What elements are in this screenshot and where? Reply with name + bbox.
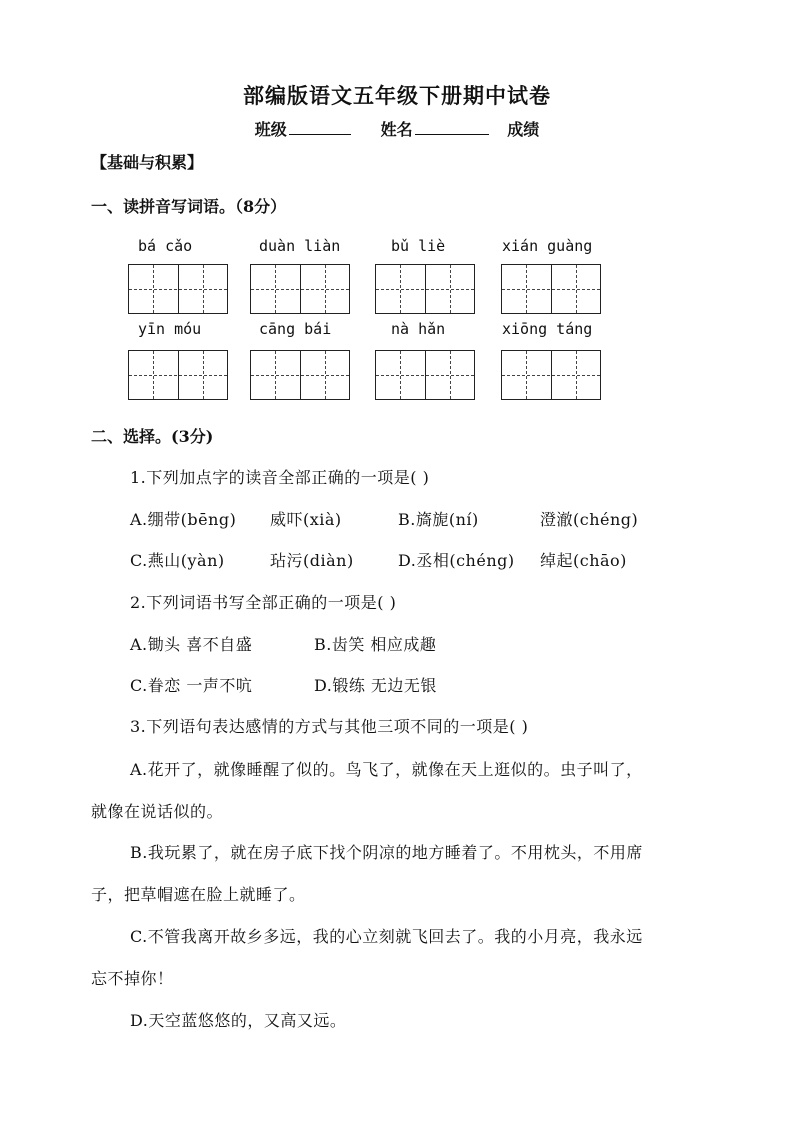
pinyin-8: xiōng táng	[502, 320, 593, 338]
writing-grid-3[interactable]	[375, 264, 475, 314]
section1-title: 一、读拼音写词语。（8分）	[91, 197, 287, 216]
q2-option-a: A.锄头 喜不自盛	[130, 635, 253, 654]
q2-option-c: C.眷恋 一声不吭	[130, 676, 253, 695]
q3-option-c-line1: C.不管我离开故乡多远，我的心立刻就飞回去了。我的小月亮，我永远	[130, 927, 643, 946]
q2-option-b: B.齿笑 相应成趣	[314, 635, 437, 654]
score-label: 成绩	[507, 120, 540, 139]
pinyin-2: duàn liàn	[259, 237, 341, 255]
pinyin-7: nà hǎn	[391, 320, 446, 338]
question-3: 3.下列语句表达感情的方式与其他三项不同的一项是( )	[130, 717, 529, 736]
q1-option-c2: 玷污(diàn)	[270, 551, 354, 570]
question-2: 2.下列词语书写全部正确的一项是( )	[130, 593, 397, 612]
q2-option-d: D.锻练 无边无银	[314, 676, 437, 695]
q1-option-d2: 绰起(chāo)	[540, 551, 627, 570]
writing-grid-1[interactable]	[128, 264, 228, 314]
student-info-line	[0, 117, 794, 140]
writing-grid-4[interactable]	[501, 264, 601, 314]
q3-option-a-line2: 就像在说话似的。	[91, 802, 224, 821]
pinyin-3: bǔ liè	[391, 237, 446, 255]
q1-option-d: D.丞相(chéng)	[398, 551, 515, 570]
class-label: 班级	[254, 120, 287, 139]
category-heading: 【基础与积累】	[91, 153, 204, 172]
class-blank[interactable]	[289, 120, 351, 135]
q1-option-a2: 威吓(xià)	[270, 510, 342, 529]
pinyin-1: bá cǎo	[138, 237, 193, 255]
page-title: 部编版语文五年级下册期中试卷	[243, 83, 551, 108]
writing-grid-5[interactable]	[128, 350, 228, 400]
section2-title: 二、选择。(3分)	[91, 427, 214, 446]
q3-option-b-line1: B.我玩累了，就在房子底下找个阴凉的地方睡着了。不用枕头，不用席	[130, 843, 643, 862]
writing-grid-7[interactable]	[375, 350, 475, 400]
writing-grid-8[interactable]	[501, 350, 601, 400]
pinyin-6: cāng bái	[259, 320, 332, 338]
q1-option-a: A.绷带(bēng)	[130, 510, 237, 529]
writing-grid-6[interactable]	[250, 350, 350, 400]
name-label: 姓名	[380, 120, 413, 139]
question-1: 1.下列加点字的读音全部正确的一项是( )	[130, 468, 430, 487]
q3-option-d: D.天空蓝悠悠的，又高又远。	[130, 1011, 347, 1030]
pinyin-4: xián guàng	[502, 237, 593, 255]
q1-option-c: C.燕山(yàn)	[130, 551, 225, 570]
writing-grid-2[interactable]	[250, 264, 350, 314]
q1-option-b: B.旖旎(ní)	[398, 510, 479, 529]
q3-option-c-line2: 忘不掉你！	[91, 969, 174, 988]
pinyin-5: yīn móu	[138, 320, 202, 338]
q3-option-b-line2: 子，把草帽遮在脸上就睡了。	[91, 885, 306, 904]
name-blank[interactable]	[415, 120, 489, 135]
q3-option-a-line1: A.花开了，就像睡醒了似的。鸟飞了，就像在天上逛似的。虫子叫了，	[130, 760, 643, 779]
q1-option-b2: 澄澈(chéng)	[540, 510, 639, 529]
